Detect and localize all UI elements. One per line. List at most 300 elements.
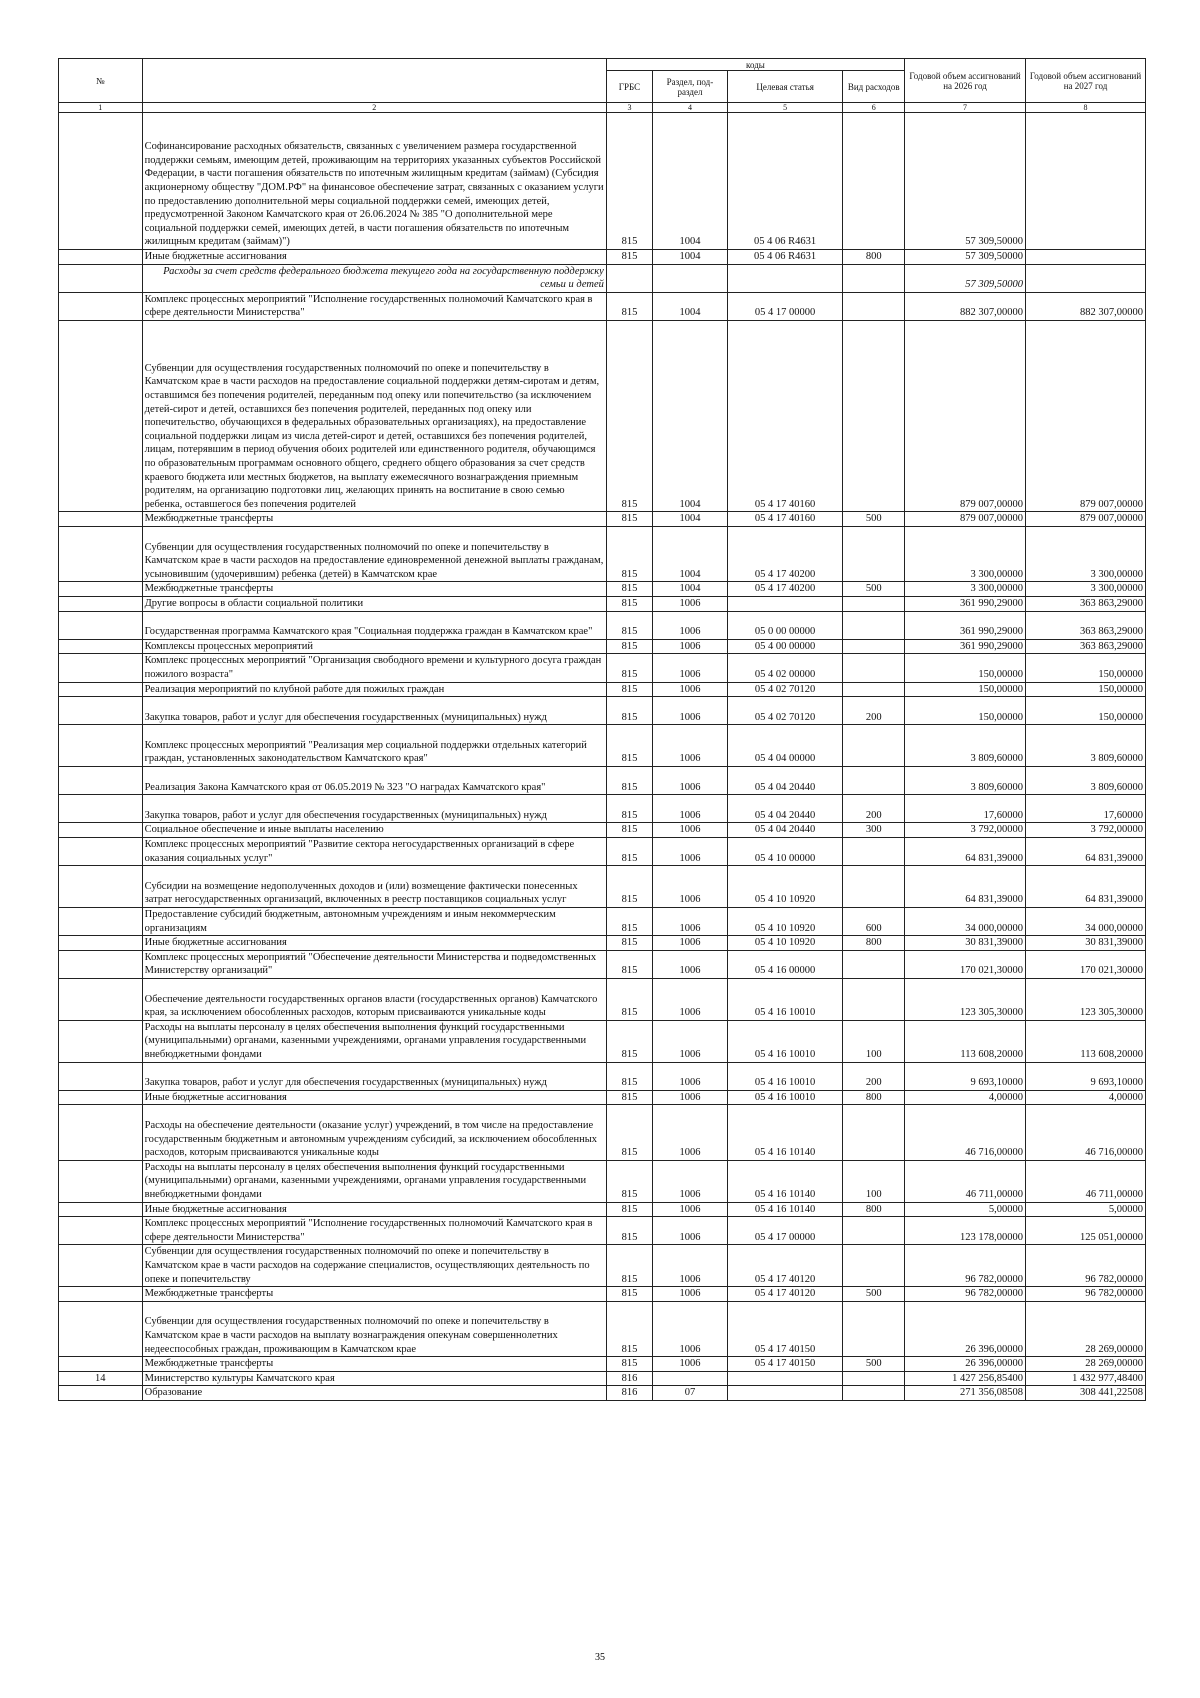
row-section: 1006 xyxy=(653,1090,728,1105)
row-volume-2027: 3 809,60000 xyxy=(1026,725,1146,767)
row-grbs: 815 xyxy=(606,639,652,654)
row-expense-type xyxy=(843,725,905,767)
row-expense-type xyxy=(843,264,905,292)
table-row xyxy=(59,838,1146,866)
row-number xyxy=(59,1386,143,1401)
row-number xyxy=(59,1090,143,1105)
row-grbs: 815 xyxy=(606,1301,652,1356)
row-number xyxy=(59,908,143,936)
row-name: Закупка товаров, работ и услуг для обеспечения государственных (муниципальных) нужд xyxy=(142,795,606,823)
row-name: Закупка товаров, работ и услуг для обеспечения государственных (муниципальных) нужд xyxy=(142,697,606,725)
row-number xyxy=(59,950,143,978)
row-name: Софинансирование расходных обязательств, связанных с увеличением размера государственной поддержки семьям, имеющим детей, проживающим на территориях указанных субъектов Российской Федерации, в части погашения обязательств по ипотечным жилищным кредитам (займам) (Субсидия акционерному обществу "ДОМ.РФ" на финансовое обеспечение затрат, связанных с оказанием услуги по предоставлению дополнительной меры социальной поддержки семей, имеющих детей, предусмотренной Законом Камчатского края от 26.06.2024 № 385 "О дополнительной мере социальной поддержки семей, имеющих детей, в части погашения обязательств по ипотечным жилищным кредитам (займам)") xyxy=(142,113,606,250)
row-section: 1006 xyxy=(653,1105,728,1160)
row-volume-2026: 30 831,39000 xyxy=(905,936,1026,951)
row-volume-2027 xyxy=(1026,250,1146,265)
row-volume-2026: 170 021,30000 xyxy=(905,950,1026,978)
row-number xyxy=(59,697,143,725)
row-volume-2027: 363 863,29000 xyxy=(1026,639,1146,654)
row-section: 1006 xyxy=(653,908,728,936)
row-number xyxy=(59,1217,143,1245)
row-grbs: 815 xyxy=(606,1245,652,1287)
row-expense-type xyxy=(843,611,905,639)
row-target: 05 4 10 10920 xyxy=(727,866,843,908)
table-row xyxy=(59,1090,1146,1105)
row-name: Расходы на обеспечение деятельности (оказание услуг) учреждений, в том числе на предоставление государственным бюджетным и автономным учреждениям субсидий, за исключением обособленных расходов, которым присваиваются уникальные коды xyxy=(142,1105,606,1160)
column-number: 7 xyxy=(905,103,1026,113)
row-volume-2027: 5,00000 xyxy=(1026,1202,1146,1217)
row-section: 1004 xyxy=(653,320,728,511)
header-codes: коды xyxy=(606,59,904,71)
row-name: Иные бюджетные ассигнования xyxy=(142,1202,606,1217)
row-expense-type xyxy=(843,596,905,611)
column-number-row xyxy=(59,103,1146,113)
row-target: 05 4 04 00000 xyxy=(727,725,843,767)
row-number xyxy=(59,1301,143,1356)
table-body xyxy=(59,103,1146,1401)
row-number xyxy=(59,113,143,250)
row-volume-2027: 28 269,00000 xyxy=(1026,1357,1146,1372)
row-grbs: 816 xyxy=(606,1386,652,1401)
table-row xyxy=(59,1301,1146,1356)
row-expense-type xyxy=(843,1301,905,1356)
table-row xyxy=(59,1020,1146,1062)
row-volume-2026: 4,00000 xyxy=(905,1090,1026,1105)
row-name: Расходы за счет средств федерального бюджета текущего года на государственную поддержку семьи и детей xyxy=(142,264,606,292)
row-target: 05 4 17 40150 xyxy=(727,1301,843,1356)
row-volume-2027: 308 441,22508 xyxy=(1026,1386,1146,1401)
row-expense-type: 300 xyxy=(843,823,905,838)
row-section: 1004 xyxy=(653,250,728,265)
row-volume-2027: 3 809,60000 xyxy=(1026,767,1146,795)
row-number xyxy=(59,866,143,908)
row-volume-2027: 64 831,39000 xyxy=(1026,838,1146,866)
row-volume-2026: 34 000,00000 xyxy=(905,908,1026,936)
row-volume-2026: 3 809,60000 xyxy=(905,767,1026,795)
row-section: 1006 xyxy=(653,611,728,639)
row-name: Субсидии на возмещение недополученных доходов и (или) возмещение фактически понесенных затрат негосударственных организаций, включенных в реестр поставщиков социальных услуг xyxy=(142,866,606,908)
row-volume-2027: 9 693,10000 xyxy=(1026,1062,1146,1090)
row-number xyxy=(59,767,143,795)
row-number xyxy=(59,639,143,654)
table-row xyxy=(59,1357,1146,1372)
row-name: Субвенции для осуществления государственных полномочий по опеке и попечительству в Камчатском крае в части расходов на предоставление единовременной денежной выплаты гражданам, усыновившим (удочерившим) ребенка (детей) в Камчатском крае xyxy=(142,526,606,581)
table-row xyxy=(59,526,1146,581)
row-volume-2027: 30 831,39000 xyxy=(1026,936,1146,951)
row-number xyxy=(59,654,143,682)
row-volume-2027: 113 608,20000 xyxy=(1026,1020,1146,1062)
row-section: 1006 xyxy=(653,1160,728,1202)
row-target: 05 4 10 00000 xyxy=(727,838,843,866)
row-name: Образование xyxy=(142,1386,606,1401)
row-name: Реализация мероприятий по клубной работе для пожилых граждан xyxy=(142,682,606,697)
row-volume-2026: 46 716,00000 xyxy=(905,1105,1026,1160)
row-volume-2027: 363 863,29000 xyxy=(1026,611,1146,639)
row-volume-2027: 150,00000 xyxy=(1026,682,1146,697)
row-section: 1006 xyxy=(653,866,728,908)
row-section: 1004 xyxy=(653,526,728,581)
row-name: Иные бюджетные ассигнования xyxy=(142,250,606,265)
row-grbs: 815 xyxy=(606,1357,652,1372)
row-grbs: 815 xyxy=(606,320,652,511)
row-target: 05 4 02 70120 xyxy=(727,682,843,697)
table-row xyxy=(59,823,1146,838)
table-row xyxy=(59,113,1146,250)
row-target: 05 4 17 40150 xyxy=(727,1357,843,1372)
table-row xyxy=(59,1386,1146,1401)
row-name: Социальное обеспечение и иные выплаты населению xyxy=(142,823,606,838)
table-row xyxy=(59,1105,1146,1160)
row-volume-2027: 34 000,00000 xyxy=(1026,908,1146,936)
row-section: 1006 xyxy=(653,697,728,725)
budget-document xyxy=(58,58,1146,1401)
row-grbs: 815 xyxy=(606,526,652,581)
row-volume-2026: 361 990,29000 xyxy=(905,639,1026,654)
row-target: 05 4 17 40120 xyxy=(727,1287,843,1302)
row-section: 1004 xyxy=(653,113,728,250)
row-section: 1004 xyxy=(653,292,728,320)
row-grbs: 815 xyxy=(606,582,652,597)
row-target: 05 4 17 40160 xyxy=(727,320,843,511)
table-row xyxy=(59,795,1146,823)
row-expense-type: 200 xyxy=(843,1062,905,1090)
table-row xyxy=(59,1245,1146,1287)
row-number xyxy=(59,682,143,697)
table-row xyxy=(59,725,1146,767)
table-row xyxy=(59,1217,1146,1245)
row-grbs: 815 xyxy=(606,838,652,866)
row-target: 05 4 16 10140 xyxy=(727,1160,843,1202)
row-expense-type: 500 xyxy=(843,582,905,597)
table-row xyxy=(59,292,1146,320)
row-volume-2026: 1 427 256,85400 xyxy=(905,1371,1026,1386)
row-number xyxy=(59,936,143,951)
table-row xyxy=(59,320,1146,511)
row-section: 1006 xyxy=(653,950,728,978)
table-row xyxy=(59,611,1146,639)
row-volume-2027: 879 007,00000 xyxy=(1026,512,1146,527)
row-number xyxy=(59,1105,143,1160)
row-number xyxy=(59,725,143,767)
table-row xyxy=(59,1160,1146,1202)
table-row xyxy=(59,582,1146,597)
row-volume-2027: 150,00000 xyxy=(1026,654,1146,682)
row-volume-2026: 5,00000 xyxy=(905,1202,1026,1217)
row-expense-type xyxy=(843,682,905,697)
table-row xyxy=(59,979,1146,1021)
row-name: Комплекс процессных мероприятий "Реализация мер социальной поддержки отдельных категорий граждан, установленных законодательством Камчатского края" xyxy=(142,725,606,767)
row-volume-2026: 150,00000 xyxy=(905,697,1026,725)
row-section: 1006 xyxy=(653,1020,728,1062)
row-number xyxy=(59,795,143,823)
row-expense-type xyxy=(843,1386,905,1401)
row-volume-2026: 3 300,00000 xyxy=(905,582,1026,597)
row-section: 1006 xyxy=(653,1245,728,1287)
column-number: 5 xyxy=(727,103,843,113)
row-target: 05 4 02 70120 xyxy=(727,697,843,725)
row-target: 05 4 16 10140 xyxy=(727,1105,843,1160)
row-volume-2026: 123 178,00000 xyxy=(905,1217,1026,1245)
row-number xyxy=(59,1020,143,1062)
row-target: 05 4 10 10920 xyxy=(727,908,843,936)
row-grbs: 815 xyxy=(606,1090,652,1105)
row-section: 1006 xyxy=(653,682,728,697)
table-row xyxy=(59,512,1146,527)
row-name: Субвенции для осуществления государственных полномочий по опеке и попечительству в Камчатском крае в части расходов на предоставление социальной поддержки детям-сиротам и детям, оставшимся без попечения родителей, переданным под опеку или попечительство (за исключением детей-сирот и детей, оставшихся без попечения родителей, переданных под опеку или попечительство, обучающихся в федеральных образовательных организациях), на предоставление социальной поддержки лицам из числа детей-сирот и детей, оставшихся без попечения родителей, лицам, потерявшим в период обучения обоих родителей или единственного родителя, обучающимся по образовательным программам основного общего, среднего общего образования за счет средств краевого бюджета или местных бюджетов, на выплату ежемесячного вознаграждения приемным родителям, на организацию подготовки лиц, желающих принять на воспитание в свою семью ребенка, оставшегося без попечения родителей xyxy=(142,320,606,511)
row-number xyxy=(59,1357,143,1372)
header-volume-2027: Годовой объем ассигнований на 2027 год xyxy=(1026,59,1146,103)
table-row xyxy=(59,1287,1146,1302)
row-grbs: 815 xyxy=(606,725,652,767)
table-row xyxy=(59,866,1146,908)
row-volume-2027 xyxy=(1026,264,1146,292)
column-number: 1 xyxy=(59,103,143,113)
row-volume-2027: 3 300,00000 xyxy=(1026,526,1146,581)
row-section: 1006 xyxy=(653,838,728,866)
row-target: 05 4 16 10010 xyxy=(727,1020,843,1062)
row-grbs: 815 xyxy=(606,611,652,639)
row-volume-2026: 361 990,29000 xyxy=(905,611,1026,639)
row-expense-type: 100 xyxy=(843,1160,905,1202)
row-name: Расходы на выплаты персоналу в целях обеспечения выполнения функций государственными (муниципальными) органами, казенными учреждениями, органами управления государственными внебюджетными фондами xyxy=(142,1020,606,1062)
row-number xyxy=(59,1245,143,1287)
row-grbs xyxy=(606,264,652,292)
table-row xyxy=(59,639,1146,654)
row-volume-2026: 26 396,00000 xyxy=(905,1357,1026,1372)
row-target: 05 0 00 00000 xyxy=(727,611,843,639)
row-grbs: 815 xyxy=(606,596,652,611)
row-expense-type xyxy=(843,113,905,250)
row-expense-type xyxy=(843,639,905,654)
row-grbs: 815 xyxy=(606,1020,652,1062)
row-expense-type: 800 xyxy=(843,936,905,951)
row-grbs: 815 xyxy=(606,1217,652,1245)
row-section: 1006 xyxy=(653,639,728,654)
row-name: Субвенции для осуществления государственных полномочий по опеке и попечительству в Камчатском крае в части расходов на содержание специалистов, осуществляющих деятельность по опеке и попечительству xyxy=(142,1245,606,1287)
row-section: 1006 xyxy=(653,1357,728,1372)
row-section: 1006 xyxy=(653,767,728,795)
row-grbs: 815 xyxy=(606,292,652,320)
table-row xyxy=(59,1062,1146,1090)
row-expense-type xyxy=(843,979,905,1021)
row-volume-2026: 64 831,39000 xyxy=(905,838,1026,866)
row-volume-2027: 96 782,00000 xyxy=(1026,1245,1146,1287)
row-grbs: 815 xyxy=(606,682,652,697)
row-name: Комплекс процессных мероприятий "Исполнение государственных полномочий Камчатского края в сфере деятельности Министерства" xyxy=(142,292,606,320)
row-expense-type xyxy=(843,1245,905,1287)
row-grbs: 815 xyxy=(606,979,652,1021)
table-row xyxy=(59,682,1146,697)
row-target xyxy=(727,596,843,611)
row-target: 05 4 16 00000 xyxy=(727,950,843,978)
row-volume-2027: 4,00000 xyxy=(1026,1090,1146,1105)
row-expense-type: 800 xyxy=(843,1090,905,1105)
row-target: 05 4 02 00000 xyxy=(727,654,843,682)
row-grbs: 815 xyxy=(606,908,652,936)
row-number xyxy=(59,1287,143,1302)
row-target: 05 4 17 40200 xyxy=(727,582,843,597)
row-grbs: 815 xyxy=(606,866,652,908)
row-expense-type: 500 xyxy=(843,512,905,527)
row-expense-type: 800 xyxy=(843,1202,905,1217)
row-section xyxy=(653,264,728,292)
column-number: 4 xyxy=(653,103,728,113)
row-target: 05 4 10 10920 xyxy=(727,936,843,951)
row-number xyxy=(59,264,143,292)
row-target xyxy=(727,1386,843,1401)
row-name: Комплекс процессных мероприятий "Исполнение государственных полномочий Камчатского края в сфере деятельности Министерства" xyxy=(142,1217,606,1245)
row-expense-type xyxy=(843,767,905,795)
row-expense-type xyxy=(843,950,905,978)
row-section: 1006 xyxy=(653,654,728,682)
row-grbs: 815 xyxy=(606,823,652,838)
row-section: 1006 xyxy=(653,1301,728,1356)
row-volume-2026: 26 396,00000 xyxy=(905,1301,1026,1356)
table-row xyxy=(59,264,1146,292)
row-section: 07 xyxy=(653,1386,728,1401)
row-expense-type xyxy=(843,838,905,866)
column-number: 2 xyxy=(142,103,606,113)
row-expense-type xyxy=(843,292,905,320)
table-row xyxy=(59,250,1146,265)
header-name xyxy=(142,59,606,103)
row-volume-2026: 9 693,10000 xyxy=(905,1062,1026,1090)
row-name: Субвенции для осуществления государственных полномочий по опеке и попечительству в Камчатском крае в части расходов на выплату вознаграждения опекунам совершеннолетних недееспособных граждан, проживающим в Камчатском крае xyxy=(142,1301,606,1356)
row-section: 1006 xyxy=(653,725,728,767)
row-expense-type: 200 xyxy=(843,697,905,725)
row-number xyxy=(59,823,143,838)
row-number xyxy=(59,526,143,581)
row-volume-2026: 64 831,39000 xyxy=(905,866,1026,908)
row-volume-2027: 46 711,00000 xyxy=(1026,1160,1146,1202)
row-expense-type: 500 xyxy=(843,1287,905,1302)
row-name: Другие вопросы в области социальной политики xyxy=(142,596,606,611)
row-volume-2026: 96 782,00000 xyxy=(905,1245,1026,1287)
row-volume-2026: 113 608,20000 xyxy=(905,1020,1026,1062)
row-name: Межбюджетные трансферты xyxy=(142,1357,606,1372)
row-target xyxy=(727,264,843,292)
row-number xyxy=(59,596,143,611)
row-name: Иные бюджетные ассигнования xyxy=(142,936,606,951)
row-number xyxy=(59,611,143,639)
row-name: Государственная программа Камчатского края "Социальная поддержка граждан в Камчатском крае" xyxy=(142,611,606,639)
table-row xyxy=(59,596,1146,611)
row-expense-type xyxy=(843,526,905,581)
row-volume-2026: 46 711,00000 xyxy=(905,1160,1026,1202)
row-section: 1006 xyxy=(653,936,728,951)
row-name: Расходы на выплаты персоналу в целях обеспечения выполнения функций государственными (муниципальными) органами, казенными учреждениями, органами управления государственными внебюджетными фондами xyxy=(142,1160,606,1202)
row-volume-2027: 170 021,30000 xyxy=(1026,950,1146,978)
row-volume-2026: 57 309,50000 xyxy=(905,113,1026,250)
row-section: 1006 xyxy=(653,1062,728,1090)
row-volume-2026: 17,60000 xyxy=(905,795,1026,823)
table-row xyxy=(59,936,1146,951)
header-section: Раздел, под-раздел xyxy=(653,71,728,103)
row-section: 1006 xyxy=(653,979,728,1021)
row-volume-2027: 3 300,00000 xyxy=(1026,582,1146,597)
row-grbs: 815 xyxy=(606,250,652,265)
row-target: 05 4 16 10010 xyxy=(727,1062,843,1090)
row-volume-2026: 3 792,00000 xyxy=(905,823,1026,838)
row-target: 05 4 16 10140 xyxy=(727,1202,843,1217)
row-volume-2026: 879 007,00000 xyxy=(905,512,1026,527)
row-volume-2026: 57 309,50000 xyxy=(905,250,1026,265)
row-grbs: 815 xyxy=(606,113,652,250)
row-grbs: 815 xyxy=(606,936,652,951)
row-grbs: 815 xyxy=(606,1105,652,1160)
row-target: 05 4 04 20440 xyxy=(727,767,843,795)
row-name: Обеспечение деятельности государственных органов власти (государственных органов) Камчатского края, за исключением обособленных расходов, которым присваиваются уникальные коды xyxy=(142,979,606,1021)
row-section: 1004 xyxy=(653,512,728,527)
row-volume-2027: 28 269,00000 xyxy=(1026,1301,1146,1356)
row-number xyxy=(59,250,143,265)
row-volume-2027: 879 007,00000 xyxy=(1026,320,1146,511)
row-volume-2026: 879 007,00000 xyxy=(905,320,1026,511)
row-volume-2027: 363 863,29000 xyxy=(1026,596,1146,611)
row-number: 14 xyxy=(59,1371,143,1386)
row-grbs: 815 xyxy=(606,1202,652,1217)
row-volume-2027: 96 782,00000 xyxy=(1026,1287,1146,1302)
row-expense-type xyxy=(843,1371,905,1386)
column-number: 6 xyxy=(843,103,905,113)
row-name: Иные бюджетные ассигнования xyxy=(142,1090,606,1105)
row-volume-2027: 150,00000 xyxy=(1026,697,1146,725)
row-expense-type: 800 xyxy=(843,250,905,265)
row-expense-type: 200 xyxy=(843,795,905,823)
row-volume-2026: 96 782,00000 xyxy=(905,1287,1026,1302)
row-volume-2026: 3 300,00000 xyxy=(905,526,1026,581)
row-section xyxy=(653,1371,728,1386)
row-target: 05 4 00 00000 xyxy=(727,639,843,654)
row-number xyxy=(59,979,143,1021)
row-name: Закупка товаров, работ и услуг для обеспечения государственных (муниципальных) нужд xyxy=(142,1062,606,1090)
row-name: Комплекс процессных мероприятий "Развитие сектора негосударственных организаций в сфере оказания социальных услуг" xyxy=(142,838,606,866)
header-expense-type: Вид расходов xyxy=(843,71,905,103)
row-name: Министерство культуры Камчатского края xyxy=(142,1371,606,1386)
table-row xyxy=(59,950,1146,978)
row-target: 05 4 17 00000 xyxy=(727,1217,843,1245)
row-expense-type: 100 xyxy=(843,1020,905,1062)
row-expense-type xyxy=(843,320,905,511)
row-volume-2026: 57 309,50000 xyxy=(905,264,1026,292)
budget-table xyxy=(58,58,1146,1401)
row-expense-type: 600 xyxy=(843,908,905,936)
row-number xyxy=(59,512,143,527)
row-number xyxy=(59,292,143,320)
row-name: Комплексы процессных мероприятий xyxy=(142,639,606,654)
row-target: 05 4 16 10010 xyxy=(727,1090,843,1105)
table-row xyxy=(59,697,1146,725)
row-number xyxy=(59,582,143,597)
row-volume-2027: 64 831,39000 xyxy=(1026,866,1146,908)
row-target: 05 4 06 R4631 xyxy=(727,113,843,250)
row-number xyxy=(59,1202,143,1217)
row-section: 1006 xyxy=(653,1217,728,1245)
row-grbs: 815 xyxy=(606,654,652,682)
row-section: 1006 xyxy=(653,795,728,823)
column-number: 8 xyxy=(1026,103,1146,113)
row-target: 05 4 04 20440 xyxy=(727,795,843,823)
row-volume-2027 xyxy=(1026,113,1146,250)
header-target: Целевая статья xyxy=(727,71,843,103)
row-volume-2027: 3 792,00000 xyxy=(1026,823,1146,838)
page-number: 35 xyxy=(595,1652,605,1663)
row-name: Межбюджетные трансферты xyxy=(142,1287,606,1302)
row-volume-2026: 123 305,30000 xyxy=(905,979,1026,1021)
row-section: 1004 xyxy=(653,582,728,597)
row-grbs: 815 xyxy=(606,795,652,823)
table-row xyxy=(59,654,1146,682)
